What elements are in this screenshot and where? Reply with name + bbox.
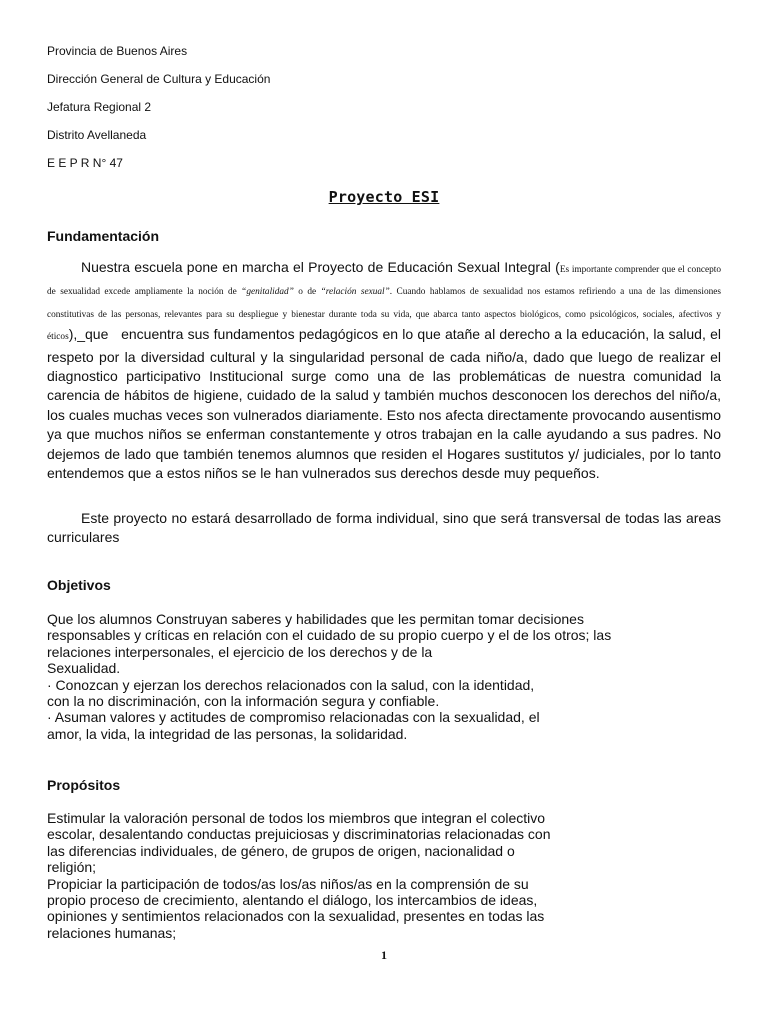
propositos-body (47, 810, 647, 941)
header-direction: Dirección General de Cultura y Educación (47, 72, 271, 86)
heading-fundamentacion: Fundamentación (47, 228, 160, 244)
p2-text: Este proyecto no estará desarrollado de forma individual, sino que será transversal de todas las areas curriculares (47, 510, 721, 546)
objetivos-line: relaciones interpersonales, el ejercicio de los derechos y de la (47, 643, 433, 660)
propositos-line: opiniones y sentimientos relacionados con la sexualidad, presentes en todas las (47, 908, 545, 925)
header-province: Provincia de Buenos Aires (47, 44, 188, 58)
note-text-a: Es importante comprender que el concepto de sexualidad excede ampliamente la noción de (47, 265, 721, 298)
fundamentacion-paragraph-2 (47, 509, 721, 548)
objetivos-body (47, 611, 647, 742)
propositos-line: Estimular la valoración personal de todos los miembros que integran el colectivo (47, 810, 546, 826)
header-school: E E P R N° 47 (47, 156, 123, 170)
page-number: 1 (381, 948, 387, 962)
p1-lead: Nuestra escuela pone en marcha el Proyecto de Educación Sexual Integral ( (81, 259, 560, 275)
page-title: Proyecto ESI (328, 188, 440, 206)
objetivos-line: amor, la vida, la integridad de las personas, la solidaridad. (47, 725, 408, 742)
objetivos-line: · Conozcan y ejerzan los derechos relacionados con la salud, con la identidad, (47, 676, 535, 693)
fundamentacion-paragraph-1 (47, 258, 721, 483)
heading-propositos: Propósitos (47, 777, 121, 793)
objetivos-line: Sexualidad. (47, 660, 121, 677)
objetivos-line: con la no discriminación, con la información segura y confiable. (47, 693, 440, 710)
note-term-genitalidad: “genitalidad” (241, 287, 294, 298)
propositos-line: escolar, desalentando conductas prejuiciosas y discriminatorias relacionadas con (47, 826, 551, 843)
header-regional: Jefatura Regional 2 (47, 100, 152, 114)
propositos-line: Propiciar la participación de todos/as los/as niños/as en la comprensión de su (47, 875, 529, 892)
objetivos-line: responsables y críticas en relación con el cuidado de su propio cuerpo y el de los otros; las (47, 627, 612, 644)
propositos-line: religión; (47, 859, 97, 876)
note-text-b: o de (293, 287, 321, 298)
note-term-relacion: “relación sexual” (320, 287, 390, 298)
p1-close: ),_que (68, 326, 109, 343)
note-text-c: . Cuando hablamos de sexualidad nos estamos refiriendo a una de las dimensiones constitutivas de las personas, relevantes para su despliegue y bienestar durante toda su vida, que abarca tanto aspectos biológicos, como psicológicos, sociales, afectivos y éticos (47, 287, 722, 343)
propositos-line: las diferencias individuales, de género, de grupos de origen, nacionalidad o (47, 842, 515, 859)
p1-rest: encuentra sus fundamentos pedagógicos en lo que atañe al derecho a la educación, la salud, el respeto por la diversidad cultural y la singularidad personal de cada niño/a, dado que luego de realizar el diagnostico participativo Institucional surge como una de las problemáticas de nuestra comunidad la carencia de hábitos de higiene, cuidado de la salud y también muchos desconocen los derechos del niño/a, los cuales muchas veces son vulnerados diariamente. Esto nos afecta directamente provocando ausentismo ya que muchos niños se enferman constantemente y otros trabajan en la calle ayudando a sus padres. No dejemos de lado que también tenemos alumnos que residen el Hogares sustitutos y/ judiciales, por lo tanto entendemos que a estos niños se le han vulnerados sus derechos desde muy pequeños. (47, 326, 721, 482)
objetivos-line: Que los alumnos Construyan saberes y habilidades que les permitan tomar decisiones (47, 611, 584, 627)
objetivos-line: · Asuman valores y actitudes de compromiso relacionadas con la sexualidad, el (47, 709, 540, 726)
propositos-line: propio proceso de crecimiento, alentando el diálogo, los intercambios de ideas, (47, 892, 538, 909)
heading-objetivos: Objetivos (47, 577, 111, 593)
propositos-line: relaciones humanas; (47, 924, 177, 941)
header-district: Distrito Avellaneda (47, 128, 147, 142)
